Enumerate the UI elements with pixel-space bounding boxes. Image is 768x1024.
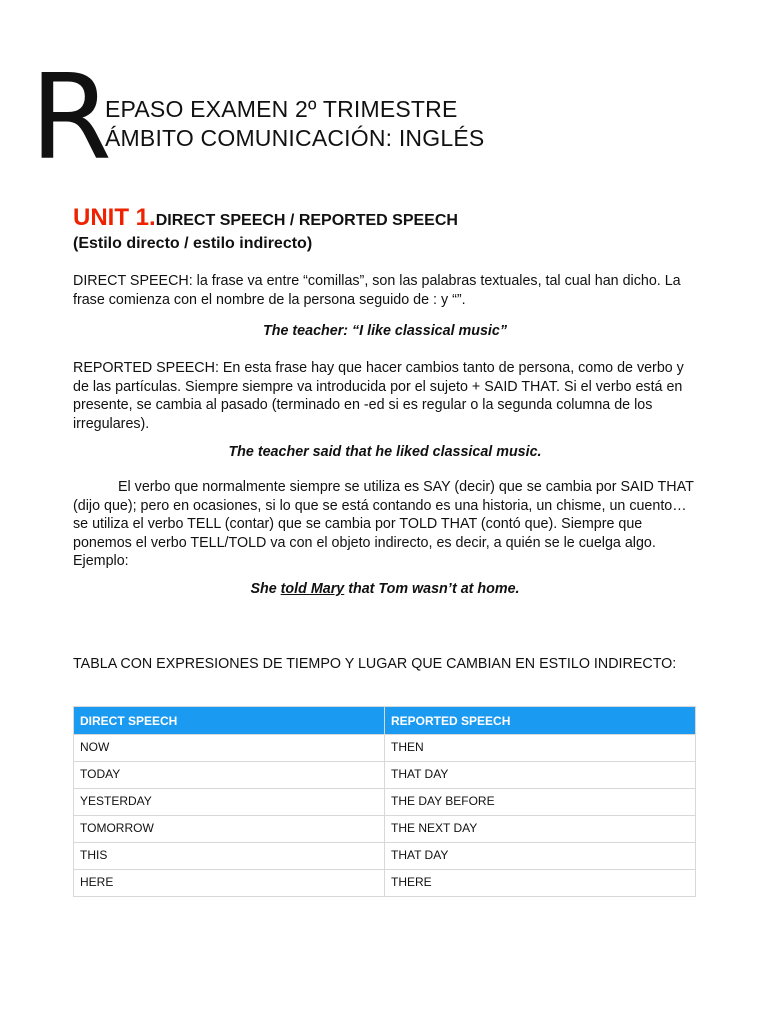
tell-example-start: She bbox=[250, 581, 281, 597]
unit-number: UNIT 1. bbox=[73, 204, 156, 231]
table-cell-direct: THIS bbox=[74, 843, 385, 870]
reported-speech-paragraph: REPORTED SPEECH: En esta frase hay que hacer cambios tanto de persona, como de verbo y de las partículas. Siempre siempre va introducida por el sujeto + SAID THAT. Si el verbo está en presente, se cambia al pasado (terminado en -ed si es regular o la segunda columna de los irregulares). bbox=[73, 360, 684, 432]
table-row bbox=[74, 735, 696, 762]
title-line-2: ÁMBITO COMUNICACIÓN: INGLÉS bbox=[105, 125, 485, 151]
header-direct-speech: DIRECT SPEECH bbox=[74, 707, 385, 735]
table-cell-reported: THAT DAY bbox=[385, 762, 696, 789]
table-row bbox=[74, 843, 696, 870]
table-cell-reported: THEN bbox=[385, 735, 696, 762]
title-line-1: EPASO EXAMEN 2º TRIMESTRE bbox=[105, 96, 458, 122]
table-cell-direct: YESTERDAY bbox=[74, 789, 385, 816]
unit-title: DIRECT SPEECH / REPORTED SPEECH bbox=[155, 212, 458, 229]
table-cell-direct: NOW bbox=[74, 735, 385, 762]
table-cell-reported: THAT DAY bbox=[385, 843, 696, 870]
tell-example bbox=[73, 581, 697, 597]
say-tell-paragraph: El verbo que normalmente siempre se utiliza es SAY (decir) que se cambia por SAID THAT (dijo que); pero en ocasiones, si lo que se está contando es una historia, un chisme, un cuento… se utiliza el verbo TELL (contar) que se cambia por TOLD THAT (contó que). Siempre que ponemos el verbo TELL/TOLD va con el objeto indirecto, es decir, a quién se le cuelga algo. Ejemplo: bbox=[73, 479, 694, 569]
expressions-table bbox=[73, 706, 696, 897]
drop-cap-letter: R bbox=[30, 48, 110, 186]
header-reported-speech: REPORTED SPEECH bbox=[385, 707, 696, 735]
table-cell-reported: THE DAY BEFORE bbox=[385, 789, 696, 816]
table-cell-reported: THERE bbox=[385, 870, 696, 897]
table-cell-direct: HERE bbox=[74, 870, 385, 897]
table-row bbox=[74, 870, 696, 897]
table-row bbox=[74, 816, 696, 843]
tell-example-end: that Tom wasn’t at home. bbox=[344, 581, 520, 597]
table-cell-direct: TODAY bbox=[74, 762, 385, 789]
direct-speech-example: The teacher: “I like classical music” bbox=[263, 323, 507, 339]
table-cell-direct: TOMORROW bbox=[74, 816, 385, 843]
tell-example-indirect-object: told Mary bbox=[280, 581, 345, 597]
table-intro: TABLA CON EXPRESIONES DE TIEMPO Y LUGAR QUE CAMBIAN EN ESTILO INDIRECTO: bbox=[73, 656, 677, 672]
table-cell-reported: THE NEXT DAY bbox=[385, 816, 696, 843]
table-header-row bbox=[74, 707, 696, 735]
direct-speech-paragraph: DIRECT SPEECH: la frase va entre “comillas”, son las palabras textuales, tal cual han dicho. La frase comienza con el nombre de la persona seguido de : y “”. bbox=[73, 273, 681, 308]
table-row bbox=[74, 762, 696, 789]
reported-speech-example: The teacher said that he liked classical music. bbox=[228, 444, 542, 460]
unit-heading bbox=[73, 204, 458, 232]
table-row bbox=[74, 789, 696, 816]
unit-subtitle: (Estilo directo / estilo indirecto) bbox=[73, 235, 313, 252]
